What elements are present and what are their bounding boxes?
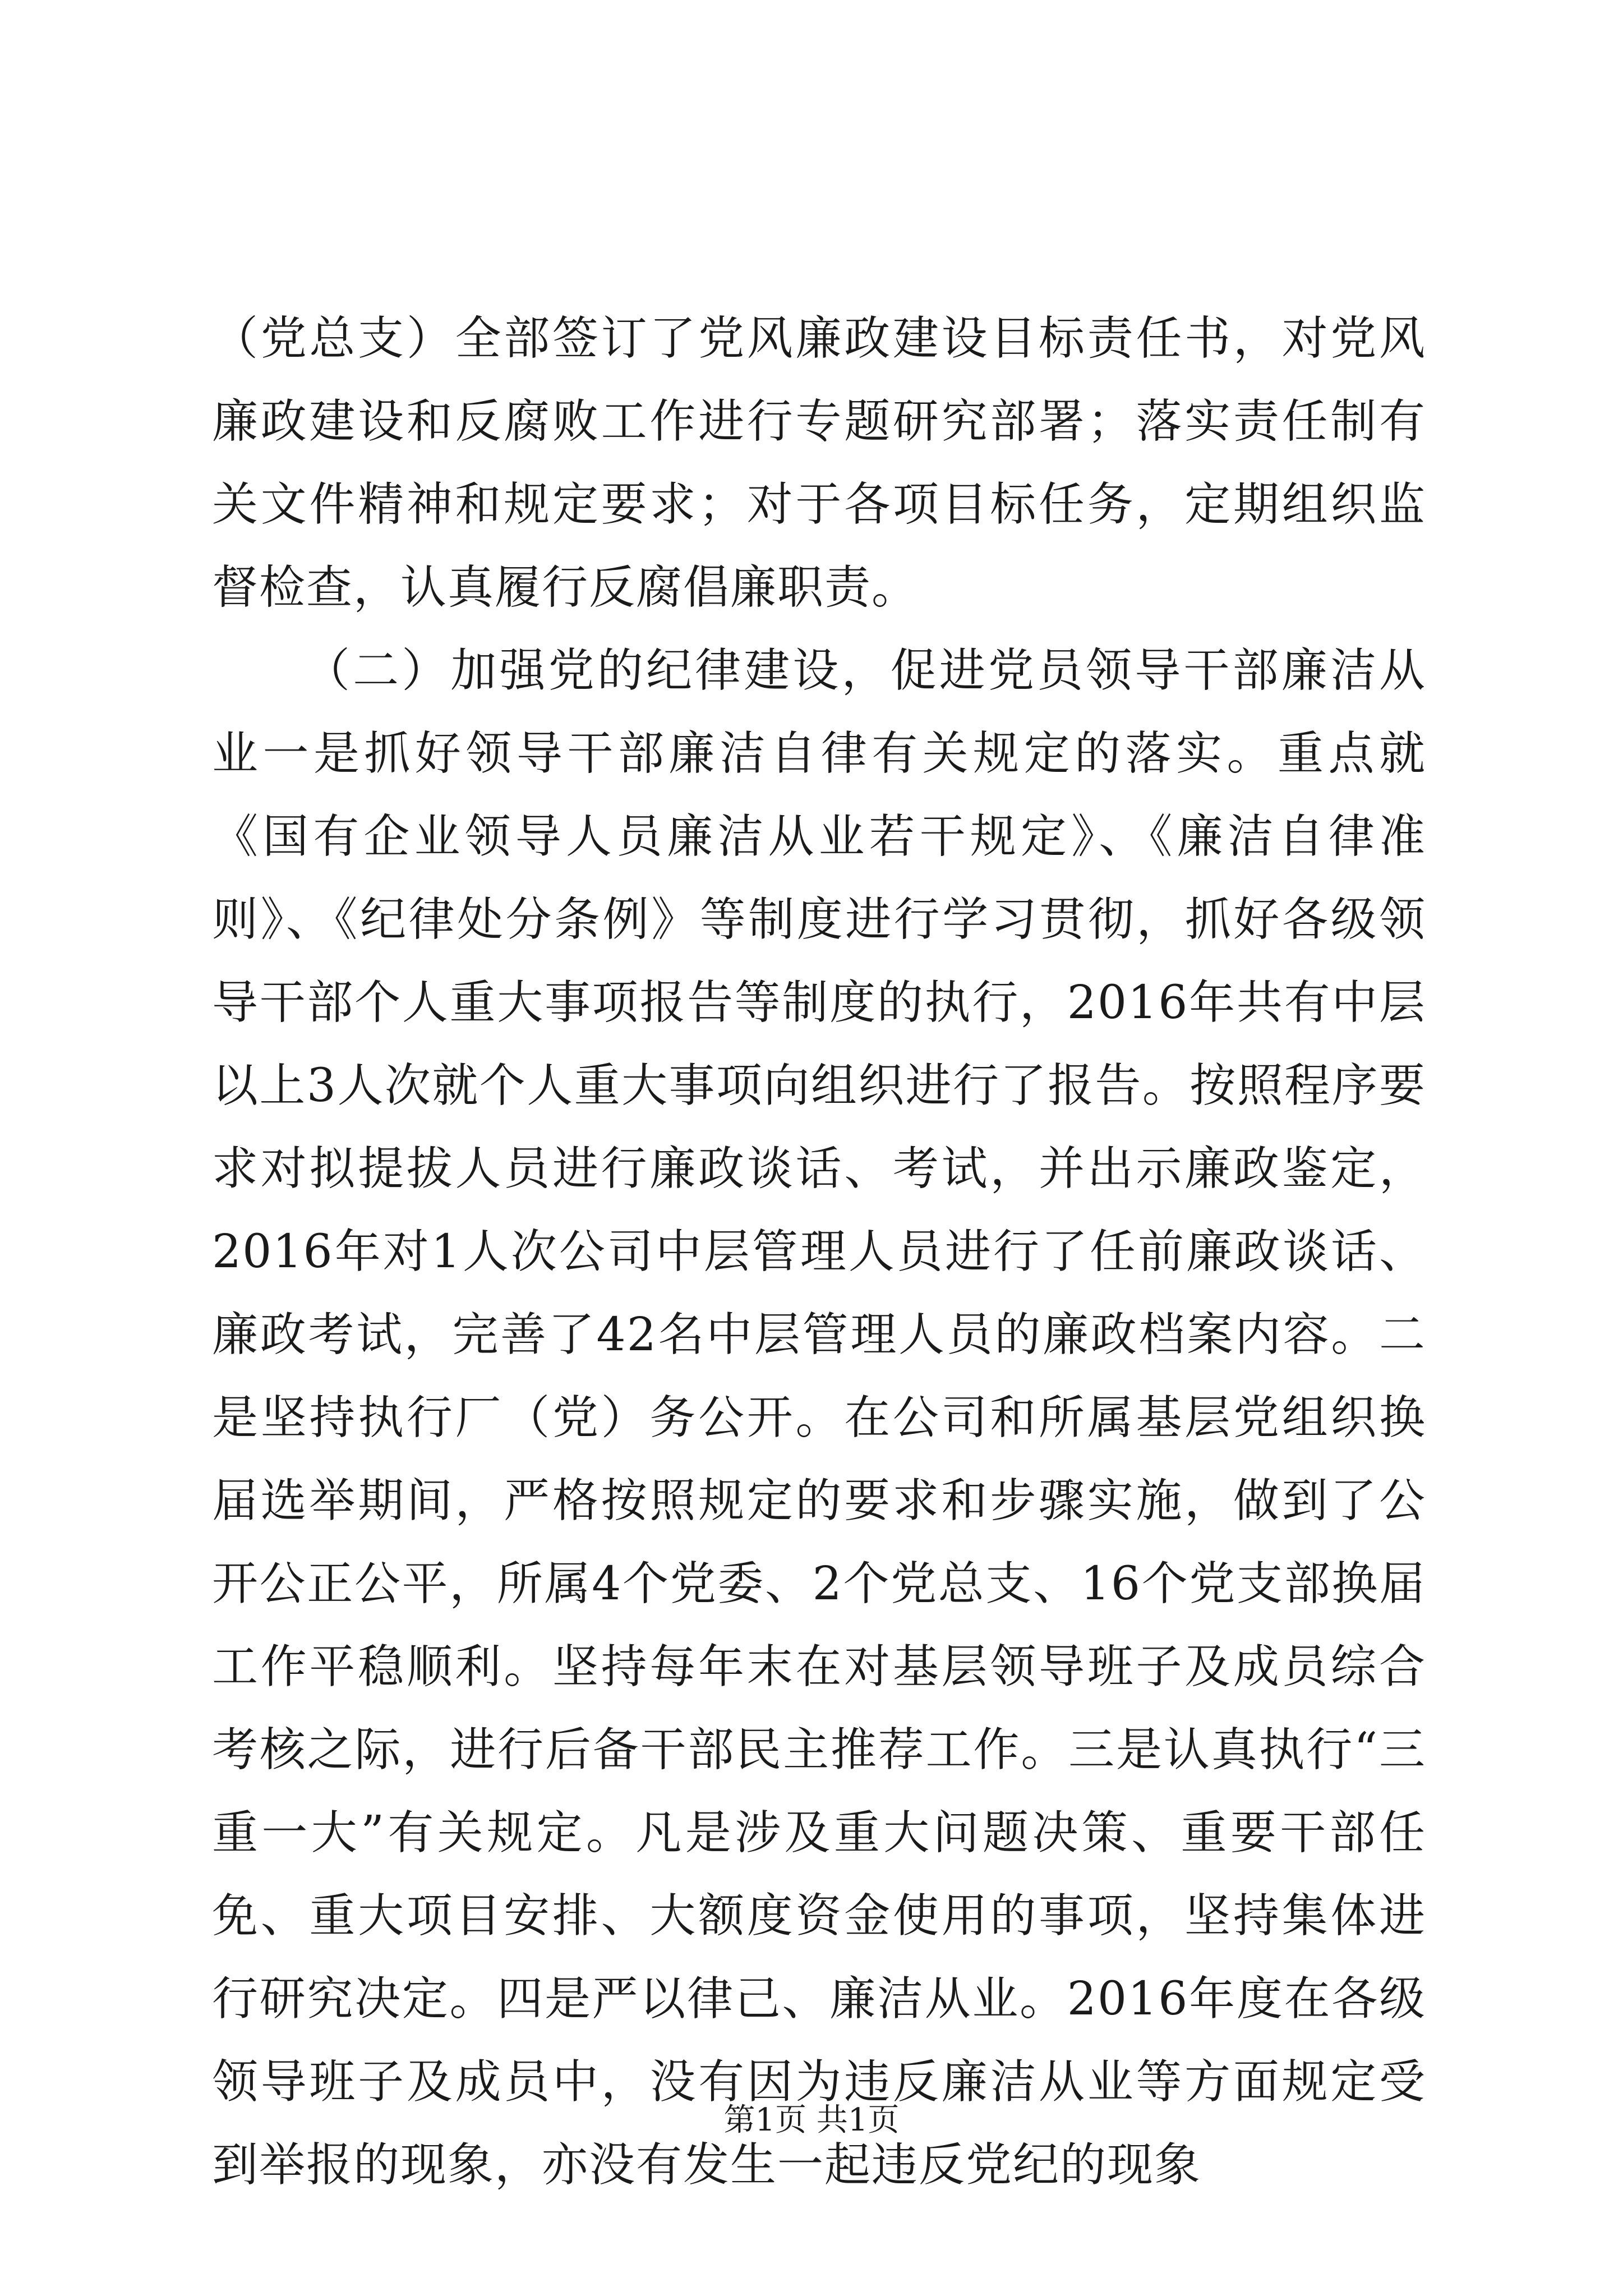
paragraph-continued: （党总支）全部签订了党风廉政建设目标责任书，对党风廉政建设和反腐败工作进行专题研究部署；落实责任制有关文件精神和规定要求；对于各项目标任务，定期组织监督检查，认真履行反腐倡廉职责。: [212, 312, 1426, 614]
document-body: [212, 297, 1426, 2207]
page-footer: 第1页 共1页: [723, 2102, 900, 2138]
paragraph-section-two: （二）加强党的纪律建设，促进党员领导干部廉洁从业一是抓好领导干部廉洁自律有关规定的落实。重点就《国有企业领导人员廉洁从业若干规定》、《廉洁自律准则》、《纪律处分条例》等制度进行学习贯彻，抓好各级领导干部个人重大事项报告等制度的执行，2016年共有中层以上3人次就个人重大事项向组织进行了报告。按照程序要求对拟提拔人员进行廉政谈话、考试，并出示廉政鉴定，2016年对1人次公司中层管理人员进行了任前廉政谈话、廉政考试，完善了42名中层管理人员的廉政档案内容。二是坚持执行厂（党）务公开。在公司和所属基层党组织换届选举期间，严格按照规定的要求和步骤实施，做到了公开公正公平，所属4个党委、2个党总支、16个党支部换届工作平稳顺利。坚持每年末在对基层领导班子及成员综合考核之际，进行后备干部民主推荐工作。三是认真执行“三重一大”有关规定。凡是涉及重大问题决策、重要干部任免、重大项目安排、大额度资金使用的事项，坚持集体进行研究决定。四是严以律己、廉洁从业。2016年度在各级领导班子及成员中，没有因为违反廉洁从业等方面规定受到举报的现象，亦没有发生一起违反党纪的现象: [212, 644, 1426, 2192]
